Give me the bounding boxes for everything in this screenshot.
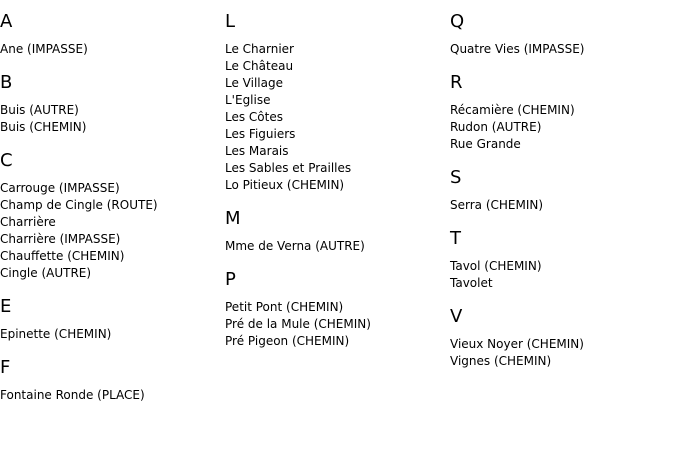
letter-group-l xyxy=(225,11,450,194)
letter-heading: S xyxy=(450,167,462,188)
entry-list xyxy=(450,336,675,370)
street-entry: Récamière (CHEMIN) xyxy=(450,103,575,117)
street-entry: Les Figuiers xyxy=(225,127,296,141)
index-column-2 xyxy=(225,0,450,364)
street-entry: Tavolet xyxy=(450,276,493,290)
street-entry: Rudon (AUTRE) xyxy=(450,120,542,134)
entry-list xyxy=(0,41,225,58)
street-entry: Champ de Cingle (ROUTE) xyxy=(0,198,158,212)
letter-heading: F xyxy=(0,357,11,378)
street-entry: Tavol (CHEMIN) xyxy=(450,259,542,273)
street-entry: Chauffette (CHEMIN) xyxy=(0,249,125,263)
street-entry: Lo Pitieux (CHEMIN) xyxy=(225,178,345,192)
street-entry: Rue Grande xyxy=(450,137,521,151)
street-entry: Les Sables et Prailles xyxy=(225,161,352,175)
letter-heading: C xyxy=(0,150,13,171)
entry-list xyxy=(450,41,675,58)
letter-group-v xyxy=(450,306,675,370)
letter-group-r xyxy=(450,72,675,153)
street-entry: Pré Pigeon (CHEMIN) xyxy=(225,334,350,348)
street-entry: Ane (IMPASSE) xyxy=(0,42,88,56)
letter-heading: P xyxy=(225,269,236,290)
letter-heading: Q xyxy=(450,11,465,32)
letter-group-q xyxy=(450,11,675,58)
letter-group-p xyxy=(225,269,450,350)
street-entry: Fontaine Ronde (PLACE) xyxy=(0,388,145,402)
street-entry: Charrière (IMPASSE) xyxy=(0,232,121,246)
letter-group-b xyxy=(0,72,225,136)
entry-list xyxy=(0,326,225,343)
letter-heading: T xyxy=(450,228,461,249)
entry-list xyxy=(0,180,225,282)
street-entry: Pré de la Mule (CHEMIN) xyxy=(225,317,371,331)
entry-list xyxy=(450,102,675,153)
street-entry: Cingle (AUTRE) xyxy=(0,266,92,280)
letter-group-m xyxy=(225,208,450,255)
letter-heading: E xyxy=(0,296,12,317)
street-entry: Epinette (CHEMIN) xyxy=(0,327,112,341)
letter-group-c xyxy=(0,150,225,282)
street-entry: Petit Pont (CHEMIN) xyxy=(225,300,344,314)
street-entry: Les Marais xyxy=(225,144,289,158)
letter-group-e xyxy=(0,296,225,343)
street-entry: Mme de Verna (AUTRE) xyxy=(225,239,365,253)
letter-heading: M xyxy=(225,208,241,229)
letter-group-a xyxy=(0,11,225,58)
street-entry: L'Eglise xyxy=(225,93,271,107)
letter-heading: A xyxy=(0,11,13,32)
letter-group-f xyxy=(0,357,225,404)
letter-group-s xyxy=(450,167,675,214)
entry-list xyxy=(225,299,450,350)
street-entry: Serra (CHEMIN) xyxy=(450,198,544,212)
street-entry: Le Château xyxy=(225,59,294,73)
entry-list xyxy=(225,238,450,255)
letter-heading: L xyxy=(225,11,236,32)
street-entry: Quatre Vies (IMPASSE) xyxy=(450,42,585,56)
entry-list xyxy=(0,387,225,404)
index-column-3 xyxy=(450,0,675,384)
street-entry: Buis (AUTRE) xyxy=(0,103,79,117)
entry-list xyxy=(0,102,225,136)
street-entry: Le Village xyxy=(225,76,283,90)
street-entry: Vieux Noyer (CHEMIN) xyxy=(450,337,584,351)
street-entry: Le Charnier xyxy=(225,42,294,56)
index-column-1 xyxy=(0,0,225,418)
street-entry: Charrière xyxy=(0,215,56,229)
entry-list xyxy=(450,197,675,214)
street-entry: Carrouge (IMPASSE) xyxy=(0,181,120,195)
letter-heading: V xyxy=(450,306,463,327)
street-entry: Vignes (CHEMIN) xyxy=(450,354,552,368)
letter-heading: B xyxy=(0,72,13,93)
entry-list xyxy=(450,258,675,292)
street-entry: Buis (CHEMIN) xyxy=(0,120,87,134)
letter-group-t xyxy=(450,228,675,292)
letter-heading: R xyxy=(450,72,463,93)
street-entry: Les Côtes xyxy=(225,110,283,124)
entry-list xyxy=(225,41,450,194)
